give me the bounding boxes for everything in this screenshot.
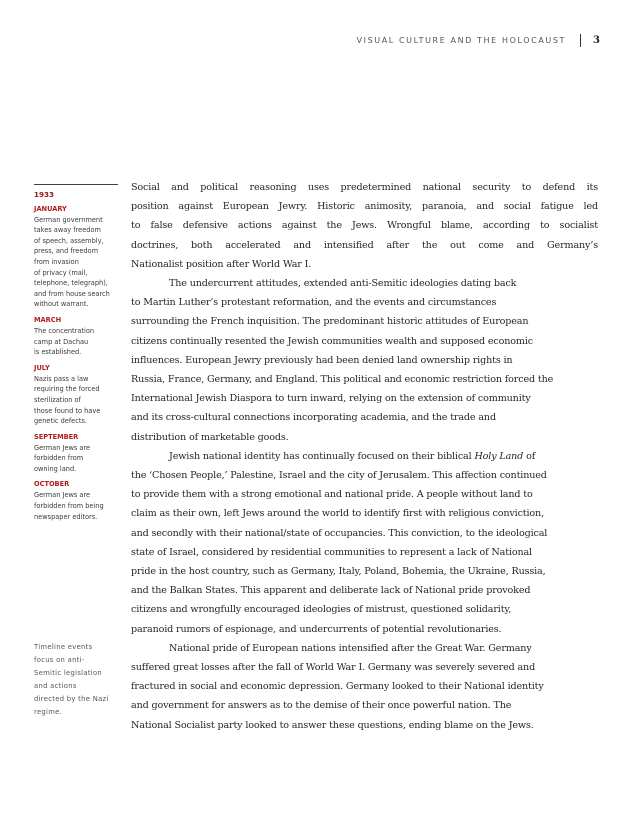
body-line: and government for answers as to the demise of their once powerful nation. The <box>131 700 512 712</box>
sidebar-note: Timeline events focus on anti- Semitic legislation and actions directed by the Nazi regime. <box>34 643 109 716</box>
body-line: The undercurrent attitudes, extended anti-Semitic ideologies dating back <box>169 278 517 290</box>
event-text: Nazis pass a law requiring the forced sterilization of those found to have genetic defects. <box>34 374 101 426</box>
event-month: MARCH <box>34 315 62 324</box>
body-line: citizens and wrongfully encouraged ideologies of mistrust, questioned solidarity, <box>131 604 512 616</box>
body-line: to Martin Luther’s protestant reformation, and the events and circumstances <box>131 297 497 309</box>
body-text-run: Jewish national identity has continually focused on their biblical <box>169 450 475 462</box>
body-line <box>131 447 598 466</box>
body-line: National Socialist party looked to answer these questions, ending blame on the Jews. <box>131 719 534 731</box>
event-month: JULY <box>34 363 50 372</box>
header-divider <box>580 34 581 47</box>
body-line: Nationalist position after World War I. <box>131 258 312 270</box>
body-line: the ‘Chosen People,’ Palestine, Israel and the city of Jerusalem. This affection continued <box>131 470 547 482</box>
body-line: paranoid rumors of espionage, and undercurrents of potential revolutionaries. <box>131 623 502 635</box>
body-line: citizens continually resented the Jewish communities wealth and supposed economic <box>131 335 533 347</box>
body-line: International Jewish Diaspora to turn inward, relying on the extension of community <box>131 393 531 405</box>
body-line: Social and political reasoning uses predetermined national security to defend its <box>131 182 598 193</box>
timeline-event-january <box>34 204 118 310</box>
event-text: German Jews are forbidden from owning land. <box>34 443 91 473</box>
body-line: and secondly with their national/state of occupancies. This conviction, to the ideological <box>131 527 548 539</box>
body-line: claim as their own, left Jews around the world to identify first with religious conviction, <box>131 508 544 520</box>
event-month: OCTOBER <box>34 480 70 489</box>
body-line: position against European Jewry. Historic animosity, paranoia, and social fatigue led <box>131 201 598 213</box>
timeline-event-july <box>34 363 118 427</box>
timeline-event-march <box>34 315 118 358</box>
body-line: distribution of marketable goods. <box>131 431 289 443</box>
running-header <box>357 34 600 47</box>
body-line: influences. European Jewry previously had been denied land ownership rights in <box>131 354 513 366</box>
timeline-year: 1933 <box>34 190 55 199</box>
timeline-sidebar <box>34 184 118 527</box>
event-text: German Jews are forbidden from being newspaper editors. <box>34 491 104 521</box>
body-line: and the Balkan States. This apparent and deliberate lack of National pride provoked <box>131 585 531 597</box>
body-line: fractured in social and economic depression. Germany looked to their National identity <box>131 681 544 693</box>
body-line: suffered great losses after the fall of World War I. Germany was severely severed and <box>131 662 536 674</box>
body-line: to provide them with a strong emotional and national pride. A people without land to <box>131 489 533 501</box>
body-line: Russia, France, Germany, and England. This political and economic restriction forced the <box>131 374 554 386</box>
sidebar-rule <box>34 184 118 185</box>
body-text <box>131 178 598 735</box>
header-title: VISUAL CULTURE AND THE HOLOCAUST <box>356 36 567 45</box>
body-line: surrounding the French inquisition. The predominant historic attitudes of European <box>131 316 529 328</box>
timeline-event-september <box>34 432 118 475</box>
body-line: to false defensive actions against the Jews. Wrongful blame, according to socialist <box>131 220 598 232</box>
event-text: The concentration camp at Dachau is established. <box>34 326 95 357</box>
body-line: state of Israel, considered by residential communities to represent a lack of National <box>131 546 532 558</box>
body-line: doctrines, both accelerated and intensified after the out come and Germany’s <box>131 239 598 251</box>
body-line: pride in the host country, such as Germany, Italy, Poland, Bohemia, the Ukraine, Russia, <box>131 566 546 578</box>
event-text: German government takes away freedom of speech, assembly, press, and freedom from invasion of privacy (mail, telephone, telegraph), and from house search without warrant. <box>34 215 110 309</box>
holy-land-italic: Holy Land <box>474 450 524 462</box>
event-month: SEPTEMBER <box>34 432 79 441</box>
body-line: and its cross-cultural connections incorporating academia, and the trade and <box>131 412 496 424</box>
timeline-event-october <box>34 479 118 522</box>
body-line: National pride of European nations intensified after the Great War. Germany <box>169 642 532 654</box>
body-text-run: of <box>523 450 536 462</box>
page-number: 3 <box>593 35 600 46</box>
event-month: JANUARY <box>34 204 67 213</box>
